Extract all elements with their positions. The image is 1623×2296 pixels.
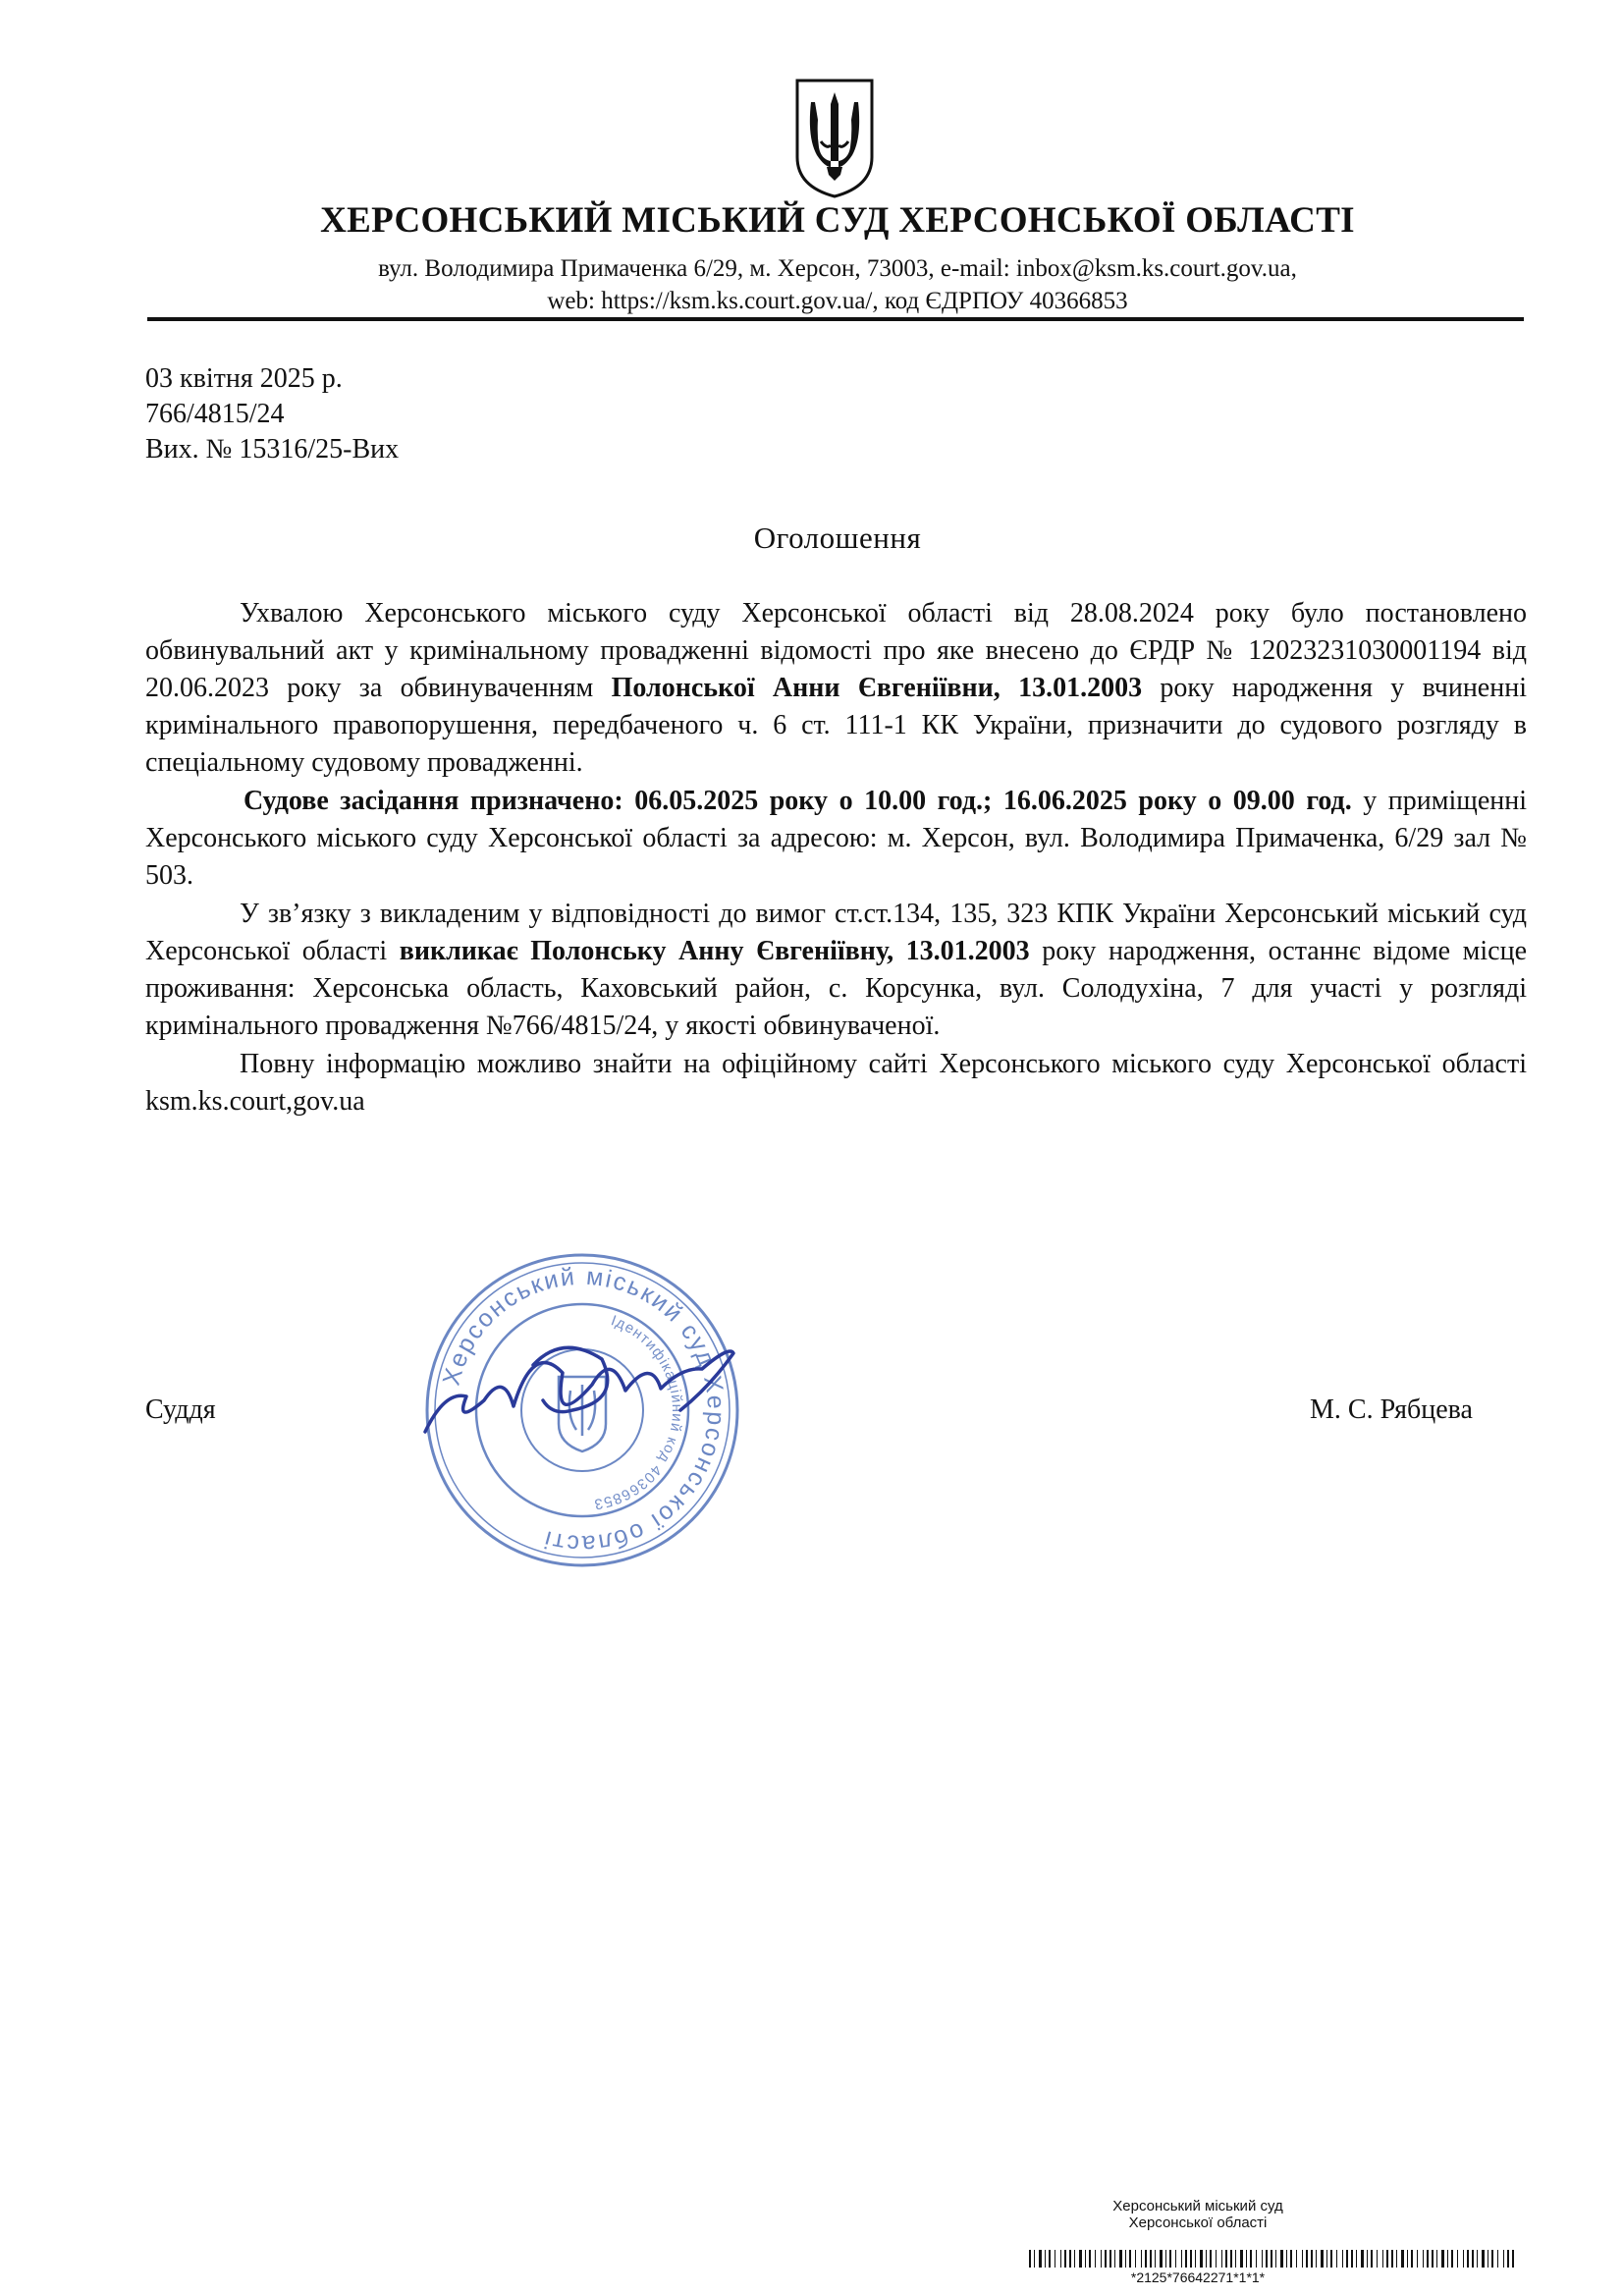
barcode-bar (1507, 2250, 1509, 2268)
barcode-bar (1451, 2250, 1453, 2268)
paragraph-hearing (145, 783, 1527, 895)
barcode-bar (1074, 2250, 1075, 2268)
barcode-bar (1165, 2250, 1166, 2268)
barcode-bar (1503, 2250, 1504, 2268)
barcode-bar (1256, 2250, 1257, 2268)
barcode-bar (1290, 2250, 1292, 2268)
barcode-bar (1125, 2250, 1126, 2268)
barcode-bar (1342, 2250, 1343, 2268)
document-meta (145, 361, 399, 467)
barcode-bar (1271, 2250, 1272, 2268)
paragraph-text: року народження, останнє відоме місце проживання: Херсонська область, Каховський район, с. Корсунка, вул. Солодухіна, 7 для участі у розгляді кримінального провадження №766/4815/24, у якості обвинуваченої. (145, 936, 1527, 1041)
document-title: Оголошення (753, 520, 922, 555)
svg-text:Херсонський міський суд Херсон (438, 1263, 730, 1558)
barcode-text: *2125*76642271*1*1* (1130, 2269, 1266, 2285)
barcode-bar (1457, 2250, 1458, 2268)
barcode-bar (1436, 2250, 1437, 2268)
barcode-bar (1371, 2250, 1373, 2268)
barcode-bar (1045, 2250, 1046, 2268)
barcode-bar (1286, 2250, 1287, 2268)
barcode-bar (1089, 2250, 1091, 2268)
barcode-bar (1216, 2250, 1217, 2268)
barcode (1029, 2250, 1520, 2268)
barcode-bar (1497, 2250, 1498, 2268)
barcode-bar (1512, 2250, 1514, 2268)
barcode-bar (1275, 2250, 1276, 2268)
barcode-bar (1135, 2250, 1136, 2268)
court-address-line-1: вул. Володимира Примаченка 6/29, м. Херсон, 73003, e-mail: inbox@ksm.ks.court.gov.ua, (378, 255, 1297, 282)
barcode-bar (1396, 2250, 1397, 2268)
barcode-bar (1411, 2250, 1413, 2268)
barcode-bar (1330, 2250, 1332, 2268)
barcode-bar (1463, 2250, 1464, 2268)
barcode-bar (1417, 2250, 1418, 2268)
barcode-bar (1336, 2250, 1337, 2268)
paragraph-text: Ухвалою Херсонського міського суду Херсонської області від 28.08.2024 року було постановлено обвинувальний акт у кримінальному провадженні відомості про яке внесено до ЄРДР № 12023231030001194 від 20.06.2023 року за обвинуваченням (145, 598, 1527, 703)
paragraph-text: Повну інформацію можливо знайти на офіційному сайті Херсонського міського суду Херсонської області ksm.ks.court,gov.ua (145, 1049, 1527, 1117)
barcode-bar (1296, 2250, 1297, 2268)
barcode-bar (1401, 2250, 1404, 2268)
barcode-bar (1441, 2250, 1444, 2268)
defendant-name-bold: Полонської Анни Євгеніївни, 13.01.2003 (611, 673, 1143, 703)
barcode-bar (1034, 2250, 1035, 2268)
barcode-bar (1141, 2250, 1142, 2268)
paragraph-website (145, 1046, 1527, 1121)
barcode-bar (1155, 2250, 1156, 2268)
barcode-bar (1190, 2250, 1192, 2268)
barcode-bar (1382, 2250, 1383, 2268)
barcode-bar (1262, 2250, 1263, 2268)
footer-org-line-1: Херсонський міський суд (1112, 2198, 1283, 2214)
barcode-bar (1049, 2250, 1051, 2268)
barcode-bar (1326, 2250, 1327, 2268)
barcode-bar (1361, 2250, 1364, 2268)
barcode-bar (1101, 2250, 1102, 2268)
barcode-bar (1181, 2250, 1182, 2268)
barcode-bar (1377, 2250, 1378, 2268)
barcode-bar (1477, 2250, 1478, 2268)
outgoing-number: Вих. № 15316/25-Вих (145, 434, 400, 465)
barcode-bar (1069, 2250, 1071, 2268)
barcode-bar (1079, 2250, 1082, 2268)
barcode-bar (1302, 2250, 1303, 2268)
paragraph-text: у приміщенні Херсонського міського суду Херсонської області за адресою: м. Херсон, вул. Володимира Примаченка, 6/29 зал № 503. (145, 786, 1528, 891)
barcode-bar (1311, 2250, 1313, 2268)
barcode-bar (1221, 2250, 1222, 2268)
barcode-bar (1185, 2250, 1187, 2268)
barcode-bar (1427, 2250, 1429, 2268)
barcode-bar (1472, 2250, 1474, 2268)
barcode-bar (1447, 2250, 1448, 2268)
barcode-bar (1240, 2250, 1243, 2268)
barcode-bar (1145, 2250, 1147, 2268)
paragraph-text: У зв’язку з викладеним у відповідності до вимог ст.ст.134, 135, 323 КПК України Херсонський міський суд Херсонської області (145, 899, 1527, 966)
case-number: 766/4815/24 (145, 399, 285, 429)
barcode-bar (1206, 2250, 1207, 2268)
court-seal-stamp (415, 1243, 749, 1577)
barcode-bar (1095, 2250, 1096, 2268)
document-date: 03 квітня 2025 р. (145, 363, 343, 394)
barcode-bar (1109, 2250, 1111, 2268)
barcode-bar (1246, 2250, 1247, 2268)
barcode-bar (1491, 2250, 1493, 2268)
barcode-bar (1060, 2250, 1061, 2268)
barcode-bar (1195, 2250, 1196, 2268)
barcode-bar (1160, 2250, 1163, 2268)
barcode-bar (1129, 2250, 1131, 2268)
paragraph-text: року народження у вчиненні кримінального правопорушення, передбаченого ч. 6 ст. 111-1 КК України, призначити до судового розгляду в спеціальному судовому провадженні. (145, 673, 1527, 778)
barcode-bar (1266, 2250, 1268, 2268)
barcode-bar (1169, 2250, 1171, 2268)
barcode-bar (1321, 2250, 1324, 2268)
barcode-bar (1356, 2250, 1357, 2268)
hearing-dates-bold: Судове засідання призначено: 06.05.2025 року о 10.00 год.; 16.06.2025 року о 09.00 год. (243, 786, 1352, 816)
barcode-bar (1210, 2250, 1212, 2268)
barcode-bar (1351, 2250, 1353, 2268)
judge-name: М. С. Рябцева (1310, 1394, 1473, 1425)
court-address-line-2: web: https://ksm.ks.court.gov.ua/, код ЄДРПОУ 40366853 (547, 288, 1128, 314)
barcode-bar (1085, 2250, 1086, 2268)
paragraph-ruling (145, 595, 1527, 782)
judge-role: Суддя (145, 1394, 216, 1425)
barcode-bar (1432, 2250, 1434, 2268)
barcode-bar (1039, 2250, 1042, 2268)
barcode-bar (1105, 2250, 1107, 2268)
header-divider (147, 317, 1524, 321)
barcode-bar (1250, 2250, 1252, 2268)
barcode-bar (1367, 2250, 1368, 2268)
barcode-bar (1482, 2250, 1485, 2268)
footer-org-line-2: Херсонської області (1128, 2214, 1268, 2231)
paragraph-summons (145, 896, 1527, 1045)
barcode-bar (1423, 2250, 1424, 2268)
barcode-bar (1225, 2250, 1227, 2268)
barcode-bar (1280, 2250, 1283, 2268)
barcode-bar (1316, 2250, 1317, 2268)
court-name: ХЕРСОНСЬКИЙ МІСЬКИЙ СУД ХЕРСОНСЬКОЇ ОБЛАСТІ (320, 200, 1355, 241)
barcode-bar (1407, 2250, 1408, 2268)
barcode-bar (1346, 2250, 1348, 2268)
barcode-bar (1175, 2250, 1176, 2268)
barcode-bar (1114, 2250, 1115, 2268)
court-address (0, 252, 1623, 317)
barcode-bar (1235, 2250, 1236, 2268)
barcode-bar (1150, 2250, 1152, 2268)
barcode-bar (1200, 2250, 1203, 2268)
barcode-bar (1467, 2250, 1469, 2268)
barcode-bar (1064, 2250, 1066, 2268)
footer-org (1011, 2198, 1384, 2231)
barcode-bar (1386, 2250, 1388, 2268)
seal-inner-text: Ідентифікаційний код 40366853 (592, 1312, 686, 1513)
barcode-bar (1306, 2250, 1308, 2268)
announcement-body (145, 595, 1527, 1121)
trident-emblem-icon (791, 77, 878, 200)
barcode-bar (1029, 2250, 1031, 2268)
barcode-bar (1119, 2250, 1122, 2268)
seal-outer-text: Херсонський міський суд Херсонської області (437, 1262, 730, 1558)
barcode-bar (1230, 2250, 1232, 2268)
summons-bold: викликає Полонську Анну Євгеніївну, 13.01.2003 (399, 936, 1030, 966)
barcode-bar (1391, 2250, 1393, 2268)
